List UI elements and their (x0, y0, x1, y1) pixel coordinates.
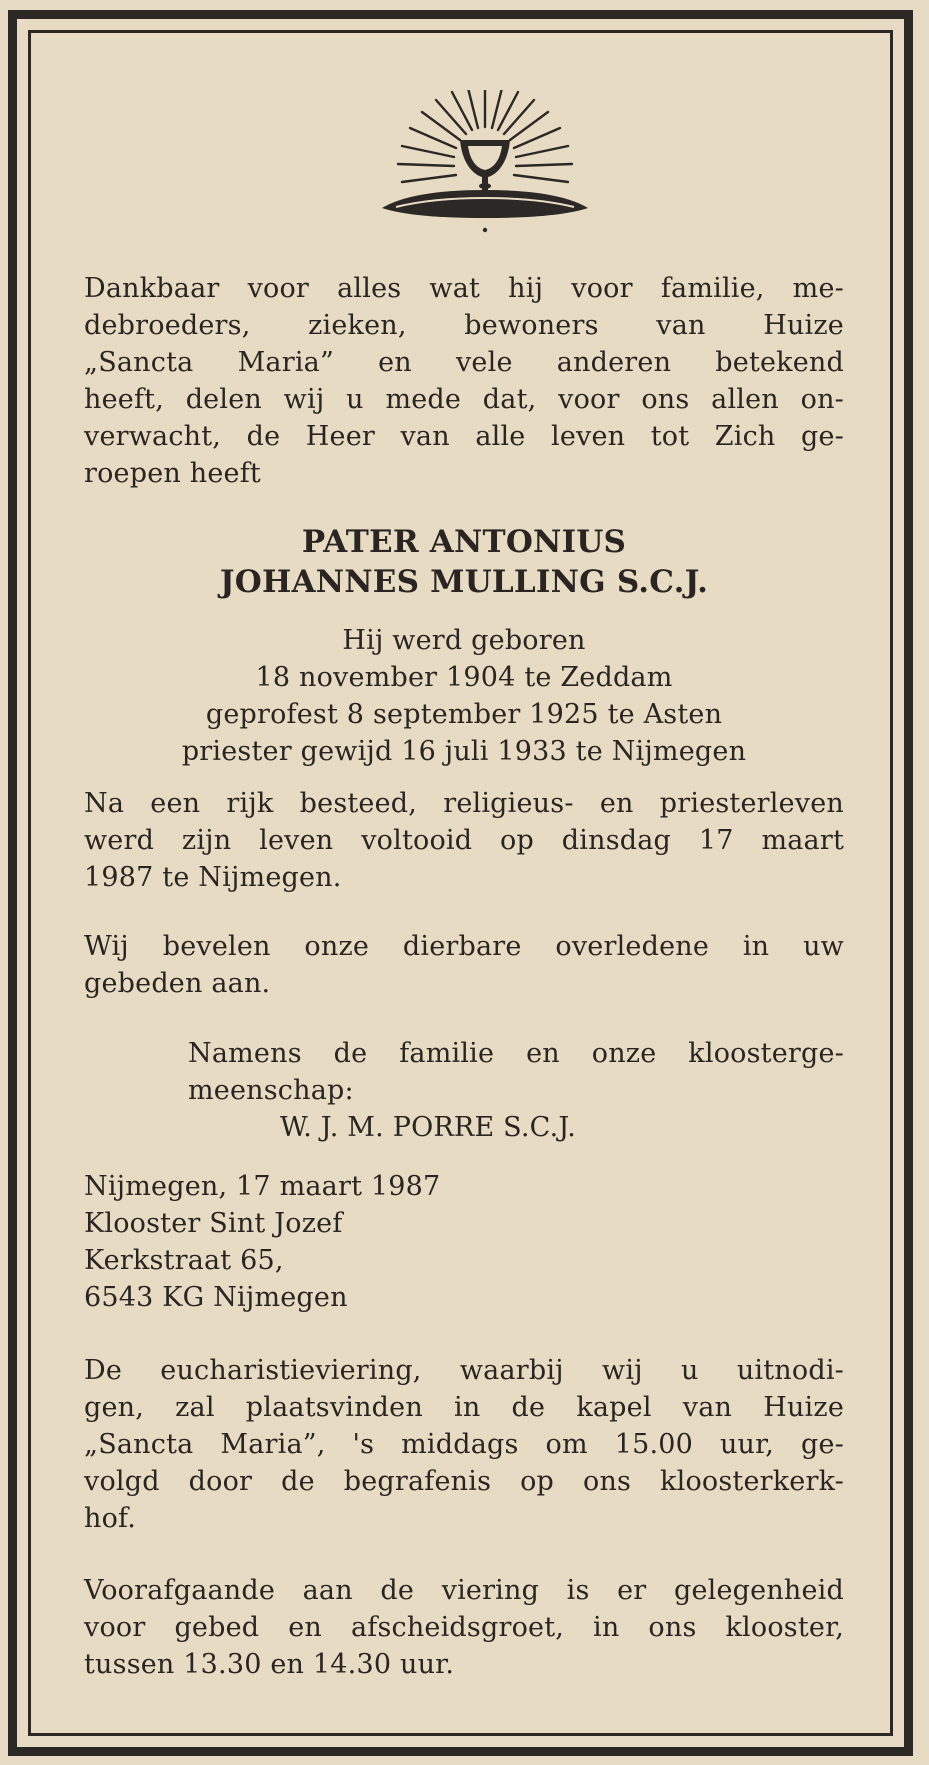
dates-line: Hij werd geboren (342, 625, 586, 656)
dates-line: 18 november 1904 te Zeddam (255, 662, 673, 693)
opening-line: debroeders, zieken, bewoners van Huize (84, 310, 844, 341)
service-line: hof. (84, 1503, 137, 1534)
opening-line: roepen heeft (84, 458, 261, 489)
service-line: volgd door de begrafenis op ons kloosterkerk- (84, 1466, 844, 1497)
life-dates (84, 622, 844, 770)
address-line: 6543 KG Nijmegen (84, 1282, 348, 1313)
chalice-with-rays-icon (372, 90, 598, 236)
signer-name: W. J. M. PORRE S.C.J. (280, 1112, 577, 1143)
prayer-line: Wij bevelen onze dierbare overledene in uw (84, 931, 844, 962)
deceased-name (84, 522, 844, 602)
prayer-paragraph (84, 928, 844, 1002)
death-line: werd zijn leven voltooid op dinsdag 17 maart (84, 825, 844, 856)
prayer-line: gebeden aan. (84, 968, 271, 999)
address-line: Kerkstraat 65, (84, 1245, 284, 1276)
service-line: gen, zal plaatsvinden in de kapel van Huize (84, 1392, 844, 1423)
opening-line: „Sancta Maria” en vele anderen betekend (84, 347, 844, 378)
opening-paragraph (84, 270, 844, 492)
farewell-line: Voorafgaande aan de viering is er gelegenheid (84, 1575, 844, 1606)
dates-line: geprofest 8 september 1925 te Asten (205, 699, 723, 730)
opening-line: verwacht, de Heer van alle leven tot Zich ge- (84, 421, 844, 452)
service-line: „Sancta Maria”, 's middags om 15.00 uur, ge- (84, 1429, 844, 1460)
service-line: De eucharistieviering, waarbij wij u uitnodi- (84, 1355, 844, 1386)
farewell-line: voor gebed en afscheidsgroet, in ons klooster, (84, 1612, 844, 1643)
signature-line: meenschap: (188, 1075, 354, 1106)
address-line: Nijmegen, 17 maart 1987 (84, 1171, 441, 1202)
death-paragraph (84, 785, 844, 896)
signature-block (188, 1035, 844, 1146)
service-paragraph (84, 1352, 844, 1537)
farewell-line: tussen 13.30 en 14.30 uur. (84, 1649, 455, 1680)
dates-line: priester gewijd 16 juli 1933 te Nijmegen (181, 736, 747, 767)
death-line: Na een rijk besteed, religieus- en priesterleven (84, 788, 844, 819)
signature-line: Namens de familie en onze kloosterge- (188, 1038, 844, 1069)
opening-line: heeft, delen wij u mede dat, voor ons allen on- (84, 384, 844, 415)
name-line: JOHANNES MULLING S.C.J. (219, 564, 709, 600)
name-line: PATER ANTONIUS (301, 524, 627, 560)
death-line: 1987 te Nijmegen. (84, 862, 342, 893)
opening-line: Dankbaar voor alles wat hij voor familie, me- (84, 273, 844, 304)
address-block (84, 1168, 844, 1316)
farewell-paragraph (84, 1572, 844, 1683)
address-line: Klooster Sint Jozef (84, 1208, 343, 1239)
